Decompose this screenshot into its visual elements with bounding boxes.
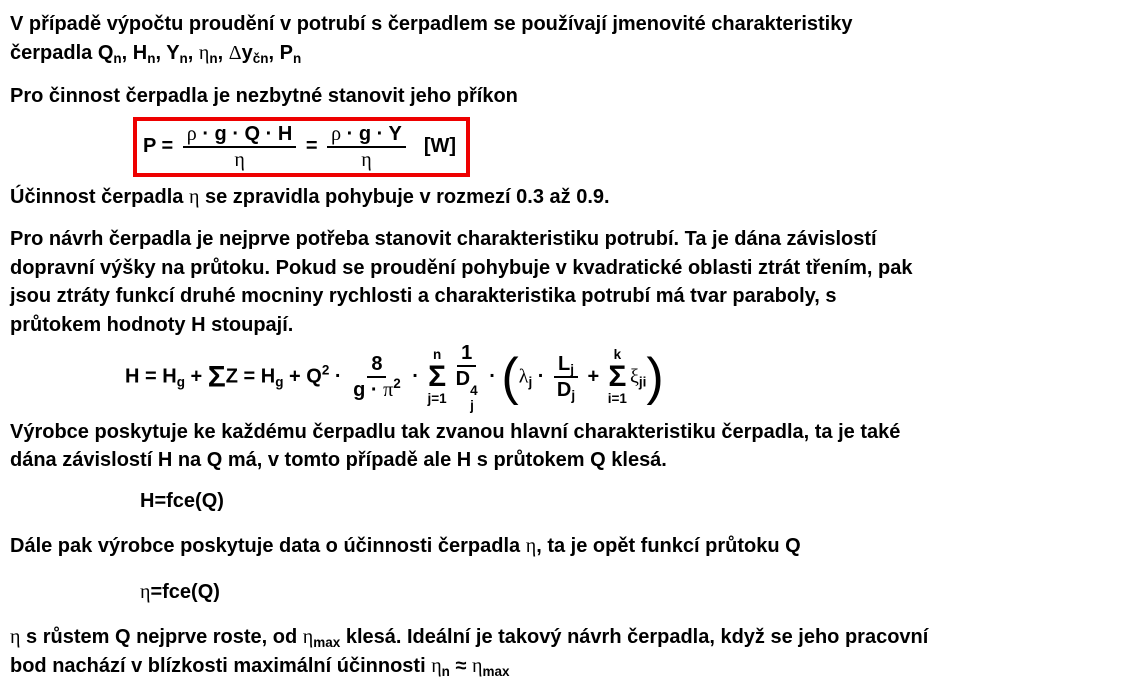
navrh-line-1: Pro návrh čerpadla je nejprve potřeba stanovit charakteristiku potrubí. Ta je dána závislostí xyxy=(10,228,877,250)
power-formula-highlight-box xyxy=(133,117,470,177)
paren: ( xyxy=(501,347,519,406)
vyrobce-line-1: Výrobce poskytuje ke každému čerpadlu tak zvanou hlavní charakteristiku čerpadla, ta je také xyxy=(10,420,901,443)
pipe-characteristic-formula: $H = H_g + \Sigma Z = H_g + Q^2$ · $\frac{8}{g \cdot \pi^2}$ · n Σ j=1 1 D 4 j · ($\lambda_j$ · $\frac{L_j}{D_j}$ + k Σ i=1 $\xi_{ji}$) xyxy=(125,342,664,413)
fraction: $\frac{8}{g \cdot \pi^2}$ xyxy=(353,353,401,402)
paren: ) xyxy=(646,347,664,406)
navrh-line-2: dopravní výšky na průtoku. Pokud se proudění pohybuje v kvadratické oblasti ztrát třením, pak xyxy=(10,256,913,279)
zaver-line-2: bod nachází v blízkosti maximální účinnosti $\eta_n \approx \eta_{max}$ xyxy=(10,654,510,679)
h-fce-formula: H=fce(Q) xyxy=(140,489,224,512)
intro-line-1: V případě výpočtu proudění v potrubí s čerpadlem se používají jmenovité charakteristiky xyxy=(10,13,853,35)
navrh-line-3: jsou ztráty funkcí druhé mocniny rychlosti a charakteristika potrubí má tvar paraboly, s xyxy=(10,285,837,307)
sum-symbol: n Σ j=1 xyxy=(427,347,447,406)
dale-statement: Dále pak výrobce poskytuje data o účinnosti čerpadla η, ta je opět funkcí průtoku Q xyxy=(10,535,801,558)
zaver-paragraph xyxy=(10,623,1114,680)
fraction: $\frac{\rho \cdot g \cdot Y}{\eta}$ xyxy=(327,122,406,172)
fraction: $\frac{\rho \cdot g \cdot Q \cdot H}{\eta}$ xyxy=(183,122,297,172)
intro-line-2: čerpadla $Q_n$, $H_n$, $Y_n$, $\eta_n$, $\Delta y_{čn}$, $P_n$ xyxy=(10,41,302,66)
prikon-statement: Pro činnost čerpadla je nezbytné stanovit jeho příkon xyxy=(10,85,518,107)
sub-sup-stack: 4 j xyxy=(470,383,478,413)
fraction: 1 D 4 j xyxy=(455,342,478,413)
eta-fce-formula: η=fce(Q) xyxy=(140,580,220,603)
fraction: $\frac{L_j}{D_j}$ xyxy=(554,352,578,402)
zaver-line-1: η s růstem Q nejprve roste, od $\eta_{max}$ klesá. Ideální je takový návrh čerpadla, když se jeho pracovní xyxy=(10,626,929,651)
ucinnost-statement: Účinnost čerpadla η se zpravidla pohybuje v rozmezí 0.3 až 0.9. xyxy=(10,185,610,208)
vyrobce-line-2: dána závislostí H na Q má, v tomto případě ale H s průtokem Q klesá. xyxy=(10,449,667,472)
power-formula: P = $\frac{\rho \cdot g \cdot Q \cdot H}{\eta}$ = $\frac{\rho \cdot g \cdot Y}{\eta}$ [W] xyxy=(143,122,457,171)
navrh-paragraph xyxy=(10,225,1114,339)
navrh-line-4: průtokem hodnoty H stoupají. xyxy=(10,313,294,336)
sum-symbol: k Σ i=1 xyxy=(607,347,627,406)
vyrobce-paragraph xyxy=(10,418,1114,475)
